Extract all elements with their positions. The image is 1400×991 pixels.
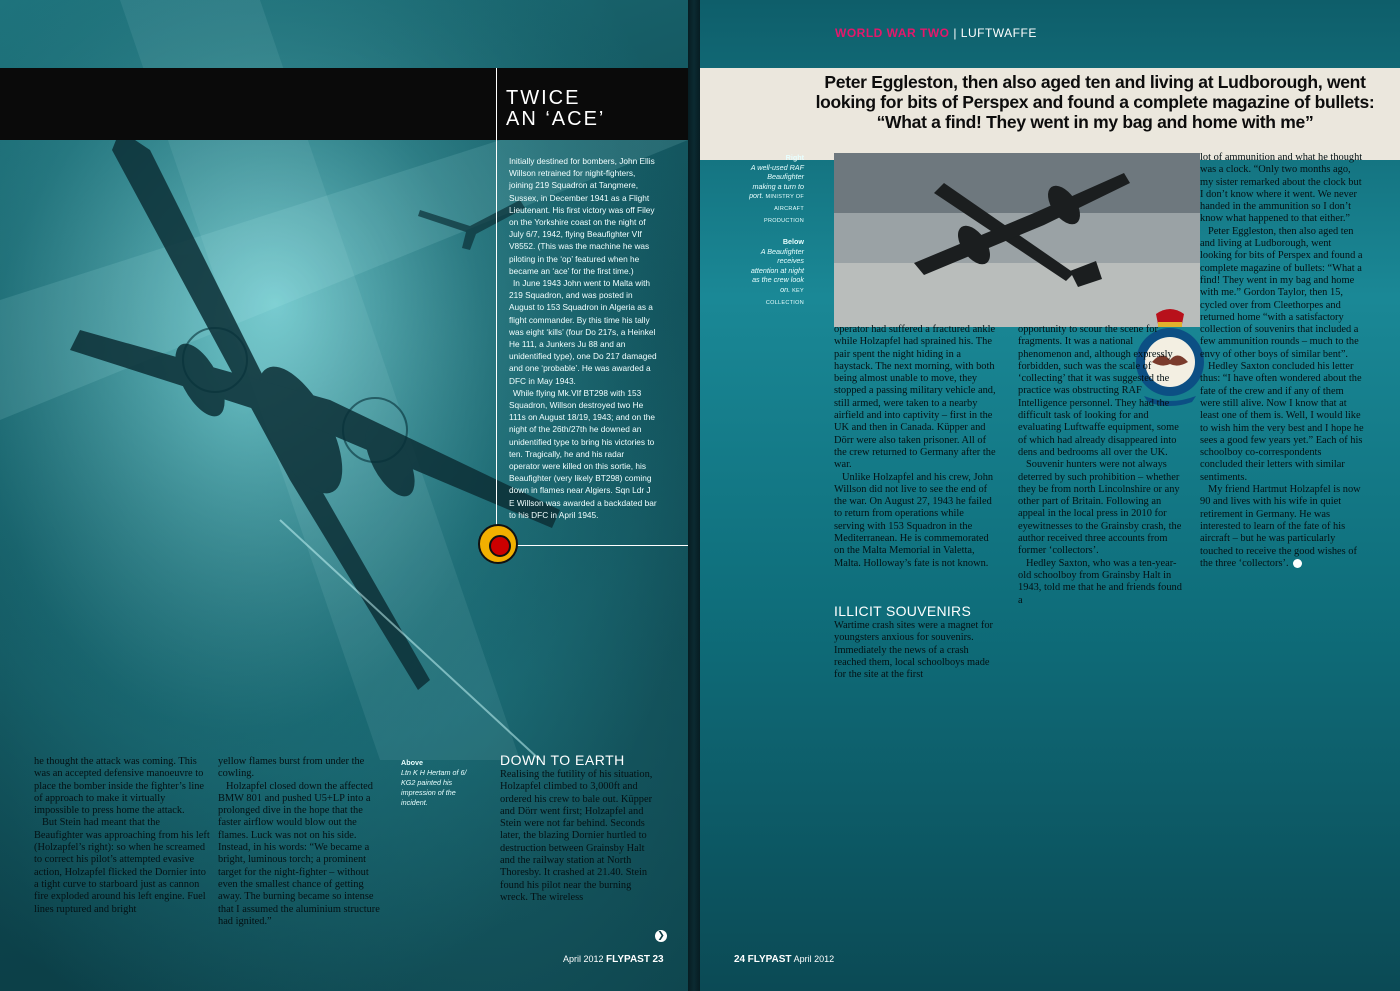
caption-text: A well-used RAF Beaufighter making a turn to port. [749, 162, 804, 201]
folio-left [563, 954, 664, 965]
folio-page-number: 23 [652, 954, 664, 965]
raf-roundel-icon [478, 524, 518, 564]
caption-text: Ltn K H Hertam of 6/ KG2 painted his impression of the incident. [401, 768, 467, 807]
section-sub: LUFTWAFFE [960, 26, 1037, 40]
body-column-1 [34, 756, 210, 916]
sidebar-body [509, 155, 657, 521]
body-column-1b [834, 620, 996, 681]
body-paragraph: he thought the attack was coming. This was an accepted defensive manoeuvre to place the bomber inside the fighter’s line of approach to make it virtually impossible to press home the attack. [34, 756, 205, 817]
section-heading-down-to-earth: DOWN TO EARTH [500, 752, 625, 768]
caption-above [401, 758, 467, 808]
body-paragraph: Souvenir hunters were not always deterred by such prohibition – whether they be from north Lincolnshire or any other part of Britain. Following an appeal in the local press in 2010 for eyewitnesses to the Grainsby crash, the author received three accounts from former ‘collectors’. [1018, 459, 1182, 557]
caption-right [748, 153, 804, 226]
body-paragraph: yellow flames burst from under the cowling. [218, 756, 365, 780]
body-paragraph: Unlike Holzapfel and his crew, John Willson did not live to see the end of the war. On August 27, 1943 he failed to return from operations while serving with 153 Squadron in the Mediterranean. He is commemorated on the Malta Memorial in Valetta, Malta. Holloway’s fate is not known. [834, 471, 994, 569]
body-paragraph: lot of ammunition and what he thought was a clock. “Only two months ago, my sister remarked about the clock but I don’t know where it went. We never handed in the ammunition so I don’t know what happened to that either.” [1200, 152, 1363, 225]
body-column-3 [500, 769, 660, 904]
caption-text: A Beaufighter receives attention at night as the crew look on. [750, 246, 804, 294]
continue-arrow-icon: ❯ [655, 930, 667, 942]
page-gutter [688, 0, 700, 991]
body-paragraph: opportunity to scour the scene for fragments. It was a national phenomenon and, although expressly forbidden, such was the scale of ‘collecting’ that it was suggested the practice was obstructing RAF Intelligence personnel. They had the difficult task of looking for and evaluating Luftwaffe equipment, some of which had already disappeared into dens and bedrooms all over the UK. [1018, 324, 1179, 458]
body-paragraph: Wartime crash sites were a magnet for youngsters anxious for souvenirs. Immediately the news of a crash reached them, local schoolboys made for the site at the first [834, 620, 993, 681]
caption-below [748, 237, 804, 308]
section-label [835, 26, 1037, 40]
folio-right [734, 954, 834, 965]
sidebar-paragraph: In June 1943 John went to Malta with 219 Squadron, and was posted in August to 153 Squadron in Algeria as a flight commander. By this time his tally was eight ‘kills’ (four Do 217s, a Heinkel He 111, a Junkers Ju 88 and an unidentified type), one Do 217 damaged and one ‘probable’. He was awarded a DFC in May 1943. [509, 278, 657, 386]
folio-date: April 2012 [563, 954, 604, 964]
body-column-2 [218, 756, 388, 928]
beaufighter-photo [834, 153, 1200, 327]
caption-label: Right [785, 153, 804, 162]
caption-label: Below [782, 237, 804, 246]
section-heading-illicit-souvenirs: ILLICIT SOUVENIRS [834, 603, 972, 619]
sidebar-title: TWICE AN ‘ACE’ [506, 87, 606, 130]
pull-quote: Peter Eggleston, then also aged ten and living at Ludborough, went looking for bits of Perspex and found a complete magazine of bullets: “What a find! They went in my bag and home with me” [815, 72, 1375, 132]
caption-label: Above [401, 758, 423, 767]
folio-magazine: FLYPAST [606, 954, 650, 965]
folio-date: April 2012 [793, 954, 835, 964]
body-column-1 [834, 324, 996, 570]
body-paragraph: Hedley Saxton, who was a ten-year-old schoolboy from Grainsby Halt in 1943, told me that he and friends found a [1018, 557, 1182, 606]
left-page [0, 0, 688, 991]
body-paragraph: But Stein had meant that the Beaufighter was approaching from his left (Holzapfel’s right): so when he screamed to correct his pilot’s attempted evasive action, Holzapfel flicked the Dornier into a tight curve to starboard just as cannon fire exploded around his left engine. Fuel lines ruptured and bright [34, 817, 210, 915]
section-separator: | [953, 26, 957, 40]
folio-page-number: 24 [734, 954, 746, 965]
photo-credit: KEY COLLECTION [765, 287, 804, 306]
body-paragraph: operator had suffered a fractured ankle while Holzapfel had sprained his. The pair spent the night hiding in a haystack. The next morning, with both being almost unable to move, they stopped a passing military vehicle and, still armed, were taken to a nearby airfield and into captivity – first in the UK and then in Canada. Küpper and Dörr were also taken prisoner. All of the crew returned to Germany after the war. [834, 324, 996, 471]
body-column-2 [1018, 324, 1188, 607]
body-paragraph: Peter Eggleston, then also aged ten and living at Ludborough, went looking for bits of Perspex and found a complete magazine of bullets: “What a find! They went in my bag and home with me.” Gordon Taylor, then 15, cycled over from Cleethorpes and returned home “with a satisfactory collection of souvenirs that included a few ammunition rounds – much to the envy of other boys of similar bent”. [1200, 225, 1363, 360]
body-paragraph: Holzapfel closed down the affected BMW 801 and pushed U5+LP into a prolonged dive in the hope that the faster airflow would blow out the flames. Luck was not on his side. Instead, in his words: “We became a bright, luminous torch; a prominent target for the night-fighter – without even the smallest chance of getting away. The burning became so intense that I assumed the aluminium structure had ignited.” [218, 780, 380, 927]
end-mark-icon [1293, 559, 1302, 568]
body-paragraph: Realising the futility of his situation, Holzapfel climbed to 3,000ft and ordered his crew to bale out. Küpper and Dörr went first; Holzapfel and Stein were not far behind. Seconds later, the blazing Dornier hurtled to destruction between Grainsby Halt and the railway station at North Thoresby. It crashed at 21.40. Stein found his pilot near the burning wreck. The wireless [500, 769, 653, 903]
sidebar-paragraph: While flying Mk.VIf BT298 with 153 Squadron, Willson destroyed two He 111s on August 18/19, 1943; and on the night of the 26th/27th he downed an unidentified type to bring his victories to ten. Tragically, he and his radar operator were killed on this sortie, his Beaufighter (very likely BT298) coming down in flames near Algiers. Sqn Ldr J E Willson was awarded a backdated bar to his DFC in April 1945. [509, 387, 657, 520]
sidebar-paragraph: Initially destined for bombers, John Ellis Willson retrained for night-fighters, joining 219 Squadron at Tangmere, Sussex, in December 1941 as a Flight Lieutenant. His first victory was off Filey on the Yorkshire coast on the night of July 6/7, 1942, flying Beaufighter VIf V8552. (This was the machine he was piloting in the ‘op’ featured when he became an ‘ace’ for the first time.) [509, 156, 655, 276]
section-main: WORLD WAR TWO [835, 26, 950, 40]
body-column-3 [1200, 152, 1364, 570]
body-paragraph: My friend Hartmut Holzapfel is now 90 and lives with his wife in quiet retirement in Germany. He was interested to learn of the fate of his aircraft – but he was particularly touched to receive the good wishes of the three ‘collectors’. [1200, 484, 1361, 569]
body-paragraph: Hedley Saxton concluded his letter thus: “I have often wondered about the fate of the crew and if any of them were still alive. Now I know that at least one of them is. Well, I would like to wish him the very best and I hope he sees a good few years yet.” Each of his schoolboy co-correspondents concluded their letters with similar sentiments. [1200, 361, 1364, 483]
sidebar-rule [504, 545, 688, 546]
photo-credit: MINISTRY OF AIRCRAFT PRODUCTION [764, 194, 804, 224]
folio-magazine: FLYPAST [747, 954, 792, 965]
right-page [700, 0, 1400, 991]
